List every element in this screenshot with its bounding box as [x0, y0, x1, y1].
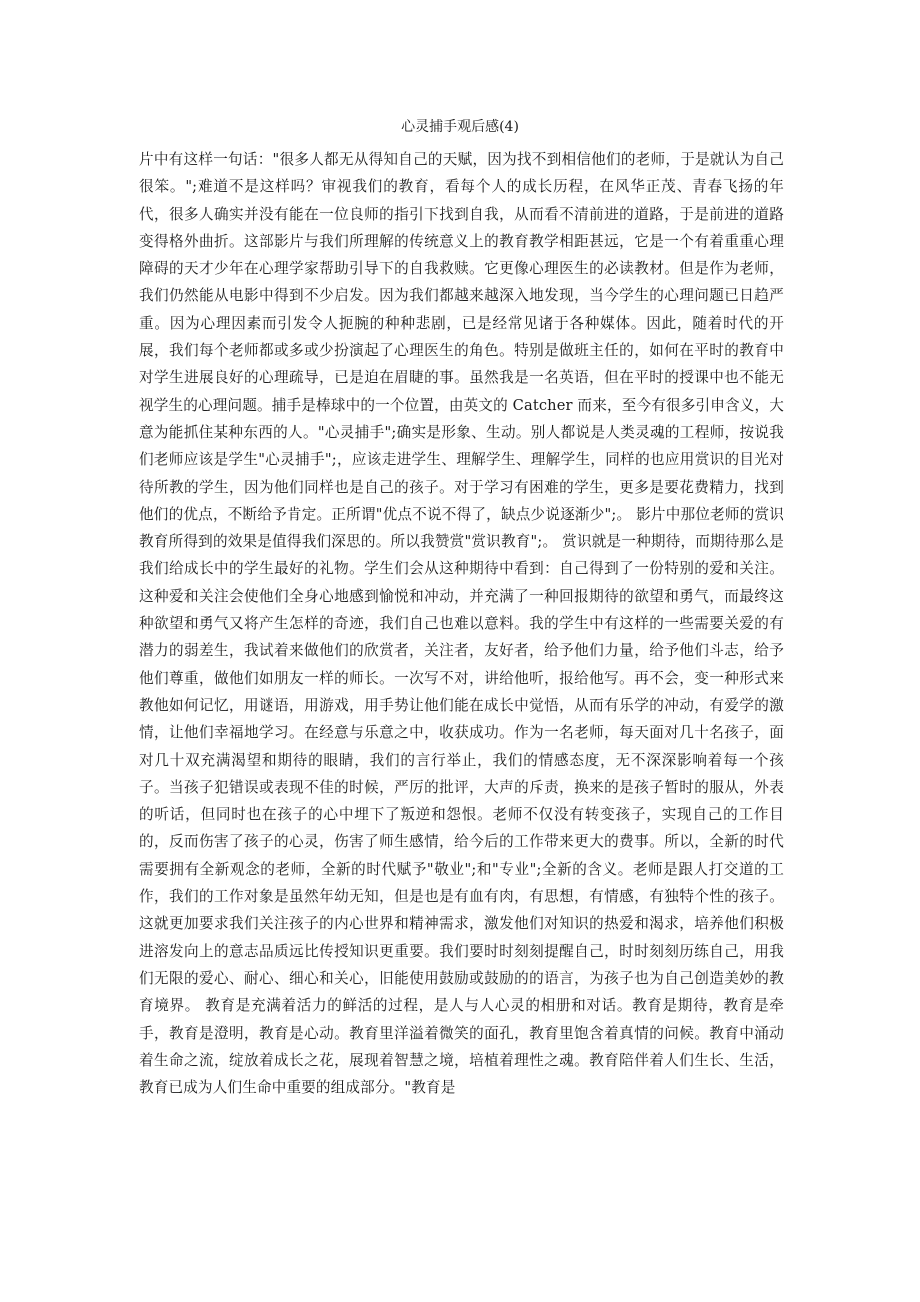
document-body-paragraph: 片中有这样一句话："很多人都无从得知自己的天赋，因为找不到相信他们的老师，于是就认为自己很笨。";难道不是这样吗？审视我们的教育，看每个人的成长历程，在风华正茂、青春飞扬的年代，很多人确实并没有能在一位良师的指引下找到自我，从而看不清前进的道路，于是前进的道路变得格外曲折。这部影片与我们所理解的传统意义上的教育教学相距甚远，它是一个有着重重心理障碍的天才少年在心理学家帮助引导下的自我救赎。它更像心理医生的必读教材。但是作为老师，我们仍然能从电影中得到不少启发。因为我们都越来越深入地发现，当今学生的心理问题已日趋严重。因为心理因素而引发令人扼腕的种种悲剧，已是经常见诸于各种媒体。因此，随着时代的开展，我们每个老师都或多或少扮演起了心理医生的角色。特别是做班主任的，如何在平时的教育中对学生进展良好的心理疏导，已是迫在眉睫的事。虽然我是一名英语，但在平时的授课中也不能无视学生的心理问题。捕手是棒球中的一个位置，由英文的 Catcher 而来，至今有很多引申含义，大意为能抓住某种东西的人。"心灵捕手";确实是形象、生动。别人都说是人类灵魂的工程师，按说我们老师应该是学生"心灵捕手";，应该走进学生、理解学生、理解学生，同样的也应用赏识的目光对待所教的学生，因为他们同样也是自己的孩子。对于学习有困难的学生，更多是要花费精力，找到他们的优点，不断给予肯定。正所谓"优点不说不得了，缺点少说逐渐少";。 影片中那位老师的赏识教育所得到的效果是值得我们深思的。所以我赞赏"赏识教育";。 赏识就是一种期待，而期待那么是我们给成长中的学生最好的礼物。学生们会从这种期待中看到：自己得到了一份特别的爱和关注。这种爱和关注会使他们全身心地感到愉悦和冲动，并充满了一种回报期待的欲望和勇气，而最终这种欲望和勇气又将产生怎样的奇迹，我们自己也难以意料。我的学生中有这样的一些需要关爱的有潜力的弱差生，我试着来做他们的欣赏者，关注者，友好者，给予他们力量，给予他们斗志，给予他们尊重，做他们如朋友一样的师长。一次写不对，讲给他听，报给他写。再不会，变一种形式来教他如何记忆，用谜语，用游戏，用手势让他们能在成长中觉悟，从而有乐学的冲动，有爱学的激情，让他们幸福地学习。在经意与乐意之中，收获成功。作为一名老师，每天面对几十名孩子，面对几十双充满渴望和期待的眼睛，我们的言行举止，我们的情感态度，无不深深影响着每一个孩子。当孩子犯错误或表现不佳的时候，严厉的批评，大声的斥责，换来的是孩子暂时的服从，外表的听话，但同时也在孩子的心中埋下了叛逆和怨恨。老师不仅没有转变孩子，实现自己的工作目的，反而伤害了孩子的心灵，伤害了师生感情，给今后的工作带来更大的费事。所以，全新的时代需要拥有全新观念的老师，全新的时代赋予"敬业";和"专业";全新的含义。老师是跟人打交道的工作，我们的工作对象是虽然年幼无知，但是也是有血有肉，有思想，有情感，有独特个性的孩子。这就更加要求我们关注孩子的内心世界和精神需求，激发他们对知识的热爱和渴求，培养他们积极进溶发向上的意志品质远比传授知识更重要。我们要时时刻刻提醒自己，时时刻刻历练自己，用我们无限的爱心、耐心、细心和关心，旧能使用鼓励或鼓励的的语言，为孩子也为自己创造美妙的教育境界。 教育是充满着活力的鲜活的过程，是人与人心灵的相册和对话。教育是期待，教育是牵手，教育是澄明，教育是心动。教育里洋溢着微笑的面孔，教育里饱含着真情的问候。教育中涌动着生命之流，绽放着成长之花，展现着智慧之境，培植着理性之魂。教育陪伴着人们生长、生活，教育已成为人们生命中重要的组成部分。"教育是 [139, 151, 784, 1097]
document-title: 心灵捕手观后感(4) [401, 119, 519, 135]
